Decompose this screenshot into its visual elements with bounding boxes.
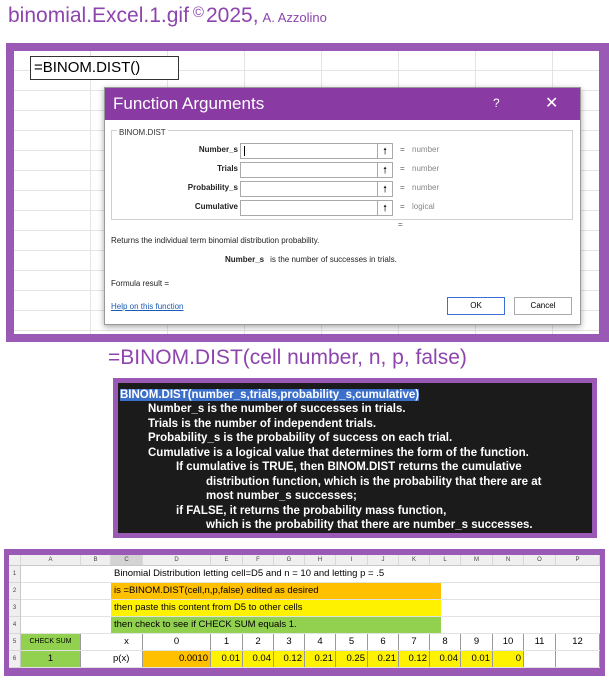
worksheet-background [14, 51, 599, 334]
col-header-a[interactable]: A [21, 555, 81, 566]
help-link[interactable]: Help on this function [111, 302, 184, 311]
arg-label: Trials [217, 164, 238, 173]
x-cell[interactable]: 9 [461, 634, 493, 650]
col-header-o[interactable]: O [524, 555, 556, 566]
table-row [21, 583, 600, 600]
collapse-dialog-icon[interactable]: 🠕 [377, 181, 393, 197]
spreadsheet-grid [9, 555, 600, 668]
collapse-dialog-icon[interactable]: 🠕 [377, 162, 393, 178]
px-cell[interactable]: 0.01 [211, 651, 243, 667]
px-label-cell[interactable]: p(x) [111, 651, 143, 667]
syntax-line: distribution function, which is the probability that there are at [206, 476, 542, 488]
collapse-dialog-icon[interactable]: 🠕 [377, 143, 393, 159]
number-s-input[interactable] [240, 143, 378, 159]
spreadsheet-panel [4, 549, 605, 676]
table-row [21, 600, 600, 617]
check-sum-label[interactable]: CHECK SUM [21, 634, 81, 650]
syntax-header: BINOM.DIST(number_s,trials,probability_s,cumulative) [120, 389, 420, 401]
cumulative-input[interactable] [240, 200, 378, 216]
syntax-line: Number_s is the number of successes in trials. [148, 403, 406, 415]
x-cell[interactable]: 7 [399, 634, 430, 650]
corner-header[interactable] [9, 555, 21, 566]
empty-cell[interactable] [556, 651, 600, 667]
px-cell[interactable]: 0.12 [274, 651, 305, 667]
row-header-5[interactable]: 5 [9, 634, 21, 651]
result-equals-sign: = [398, 220, 403, 229]
px-cell[interactable]: 0.0010 [143, 651, 211, 667]
px-cell[interactable]: 0.01 [461, 651, 493, 667]
col-header-g[interactable]: G [274, 555, 305, 566]
row-header-3[interactable]: 3 [9, 600, 21, 617]
cell-c2[interactable]: is =BINOM.DIST(cell,n,p,false) edited as desired [111, 583, 441, 599]
arg-hint: number [412, 145, 440, 154]
col-header-p[interactable]: P [556, 555, 600, 566]
syntax-line: Cumulative is a logical value that determines the form of the function. [148, 447, 529, 459]
collapse-dialog-icon[interactable]: 🠕 [377, 200, 393, 216]
cancel-button[interactable]: Cancel [514, 297, 572, 315]
x-cell[interactable]: 3 [274, 634, 305, 650]
copyright-symbol: © [192, 4, 204, 21]
x-cell[interactable]: 8 [430, 634, 461, 650]
col-header-l[interactable]: L [430, 555, 461, 566]
row-header-6[interactable]: 6 [9, 651, 21, 668]
equals-sign: = [400, 202, 405, 211]
table-row [21, 651, 600, 668]
close-icon[interactable]: ✕ [545, 95, 559, 112]
equals-sign: = [400, 183, 405, 192]
px-cell[interactable]: 0.25 [336, 651, 368, 667]
title-filename: binomial.Excel.1.gif [8, 4, 189, 27]
col-header-i[interactable]: I [336, 555, 368, 566]
formula-result: Formula result = [111, 279, 170, 288]
equals-sign: = [400, 145, 405, 154]
help-icon[interactable]: ? [493, 96, 500, 110]
arg-label: Probability_s [187, 183, 238, 192]
col-header-n[interactable]: N [493, 555, 524, 566]
excel-dialog-panel [6, 43, 609, 342]
table-row [21, 617, 600, 634]
col-header-m[interactable]: M [461, 555, 493, 566]
title-year: 2025, [205, 4, 259, 27]
arg-row-trials [112, 162, 572, 178]
formula-cell[interactable]: =BINOM.DIST() [30, 56, 179, 80]
argument-description [225, 255, 397, 264]
group-label: BINOM.DIST [119, 128, 166, 137]
cell-c1[interactable]: Binomial Distribution letting cell=D5 and n = 10 and letting p = .5 [111, 566, 441, 582]
px-cell[interactable]: 0.04 [430, 651, 461, 667]
cell-c4[interactable]: then check to see if CHECK SUM equals 1. [111, 617, 441, 633]
col-header-j[interactable]: J [368, 555, 399, 566]
syntax-line: Trials is the number of independent trials. [148, 418, 377, 430]
empty-cell[interactable] [524, 651, 556, 667]
px-cell[interactable]: 0.21 [305, 651, 336, 667]
x-cell[interactable]: 4 [305, 634, 336, 650]
px-cell[interactable]: 0.04 [243, 651, 274, 667]
arg-row-probability-s [112, 181, 572, 197]
equals-sign: = [400, 164, 405, 173]
x-cell[interactable]: 6 [368, 634, 399, 650]
x-cell[interactable]: 12 [556, 634, 600, 650]
arg-row-number-s [112, 143, 572, 159]
arg-label: Number_s [198, 145, 238, 154]
col-header-d[interactable]: D [143, 555, 211, 566]
col-header-k[interactable]: K [399, 555, 430, 566]
cell-c3[interactable]: then paste this content from D5 to other cells [111, 600, 441, 616]
syntax-line: if FALSE, it returns the probability mass function, [176, 505, 447, 517]
col-header-f[interactable]: F [243, 555, 274, 566]
formula-caption: =BINOM.DIST(cell number, n, p, false) [108, 346, 467, 369]
dialog-titlebar [105, 88, 580, 120]
table-row [21, 634, 600, 651]
row-header-1[interactable]: 1 [9, 566, 21, 583]
x-cell[interactable]: 5 [336, 634, 368, 650]
title-author: A. Azzolino [262, 10, 327, 25]
table-row [21, 566, 600, 583]
col-header-e[interactable]: E [211, 555, 243, 566]
ok-button[interactable]: OK [447, 297, 505, 315]
col-header-c[interactable]: C [111, 555, 143, 566]
arg-hint: number [412, 183, 440, 192]
px-cell[interactable]: 0.21 [368, 651, 399, 667]
probability-s-input[interactable] [240, 181, 378, 197]
dialog-title: Function Arguments [113, 94, 265, 113]
arg-hint: number [412, 164, 440, 173]
arg-hint: logical [412, 202, 435, 211]
x-cell[interactable]: 11 [524, 634, 556, 650]
page-title [8, 4, 327, 28]
syntax-line: If cumulative is TRUE, then BINOM.DIST returns the cumulative [176, 461, 522, 473]
arg-label: Cumulative [194, 202, 238, 211]
row-header-2[interactable]: 2 [9, 583, 21, 600]
px-cell[interactable]: 0 [493, 651, 524, 667]
syntax-box [118, 383, 592, 533]
arguments-group [111, 130, 573, 220]
px-cell[interactable]: 0.12 [399, 651, 430, 667]
x-cell[interactable]: 1 [211, 634, 243, 650]
col-header-h[interactable]: H [305, 555, 336, 566]
x-cell[interactable]: 0 [143, 634, 211, 650]
syntax-line: which is the probability that there are number_s successes. [206, 519, 533, 531]
trials-input[interactable] [240, 162, 378, 178]
function-description: Returns the individual term binomial distribution probability. [111, 236, 320, 245]
arg-row-cumulative [112, 200, 572, 216]
syntax-panel [113, 378, 597, 538]
syntax-line: most number_s successes; [206, 490, 357, 502]
x-cell[interactable]: 2 [243, 634, 274, 650]
syntax-line: Probability_s is the probability of success on each trial. [148, 432, 453, 444]
check-sum-value[interactable]: 1 [21, 651, 81, 667]
argument-text: is the number of successes in trials. [270, 255, 397, 264]
col-header-b[interactable]: B [81, 555, 111, 566]
row-header-4[interactable]: 4 [9, 617, 21, 634]
argument-name: Number_s [225, 255, 265, 264]
x-cell[interactable]: 10 [493, 634, 524, 650]
x-label-cell[interactable]: x [111, 634, 143, 650]
function-arguments-dialog [104, 87, 581, 325]
